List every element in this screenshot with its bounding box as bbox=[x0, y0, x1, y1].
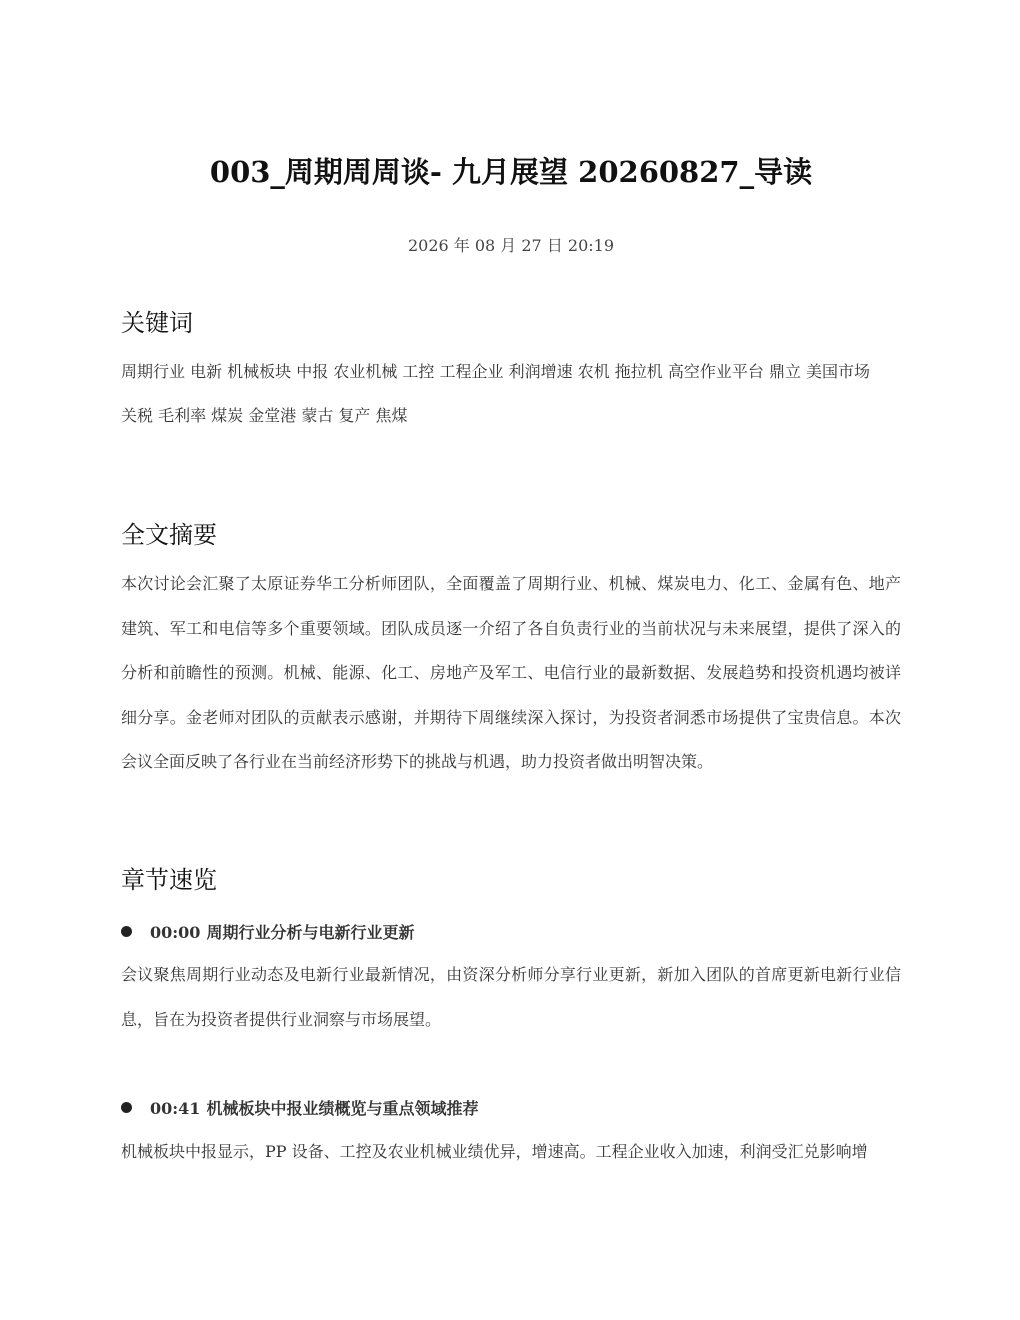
keywords-heading: 关键词 bbox=[121, 309, 193, 337]
chapter-time: 00:00 bbox=[150, 923, 201, 942]
chapter-title: 机械板块中报业绩概览与重点领域推荐 bbox=[206, 1099, 479, 1118]
summary-heading: 全文摘要 bbox=[121, 521, 217, 549]
bullet-dot-icon bbox=[121, 926, 132, 937]
chapter-text: 机械板块中报显示，PP 设备、工控及农业机械业绩优异，增速高。工程企业收入加速，利润受汇兑影响增 bbox=[121, 1142, 868, 1161]
chapter-item-title bbox=[121, 920, 901, 944]
chapter-title: 周期行业分析与电新行业更新 bbox=[206, 923, 415, 942]
document-title: 003_周期周周谈- 九月展望 20260827_导读 bbox=[209, 155, 813, 189]
chapter-text: 会议聚焦周期行业动态及电新行业最新情况，由资深分析师分享行业更新，新加入团队的首席更新电新行业信息，旨在为投资者提供行业洞察与市场展望。 bbox=[121, 965, 901, 1029]
document-datetime: 2026 年 08 月 27 日 20:19 bbox=[407, 236, 615, 255]
keywords-line-2: 关税 毛利率 煤炭 金堂港 蒙古 复产 焦煤 bbox=[121, 406, 408, 425]
bullet-dot-icon bbox=[121, 1102, 132, 1113]
summary-text: 本次讨论会汇聚了太原证券华工分析师团队，全面覆盖了周期行业、机械、煤炭电力、化工、金属有色、地产建筑、军工和电信等多个重要领域。团队成员逐一介绍了各自负责行业的当前状况与未来展望，提供了深入的分析和前瞻性的预测。机械、能源、化工、房地产及军工、电信行业的最新数据、发展趋势和投资机遇均被详细分享。金老师对团队的贡献表示感谢，并期待下周继续深入探讨，为投资者洞悉市场提供了宝贵信息。本次会议全面反映了各行业在当前经济形势下的挑战与机遇，助力投资者做出明智决策。 bbox=[121, 574, 901, 771]
keywords-line-1: 周期行业 电新 机械板块 中报 农业机械 工控 工程企业 利润增速 农机 拖拉机 高空作业平台 鼎立 美国市场 bbox=[121, 362, 871, 381]
chapter-time: 00:41 bbox=[150, 1099, 201, 1118]
chapter-item-title bbox=[121, 1096, 901, 1120]
chapters-heading: 章节速览 bbox=[121, 866, 217, 894]
